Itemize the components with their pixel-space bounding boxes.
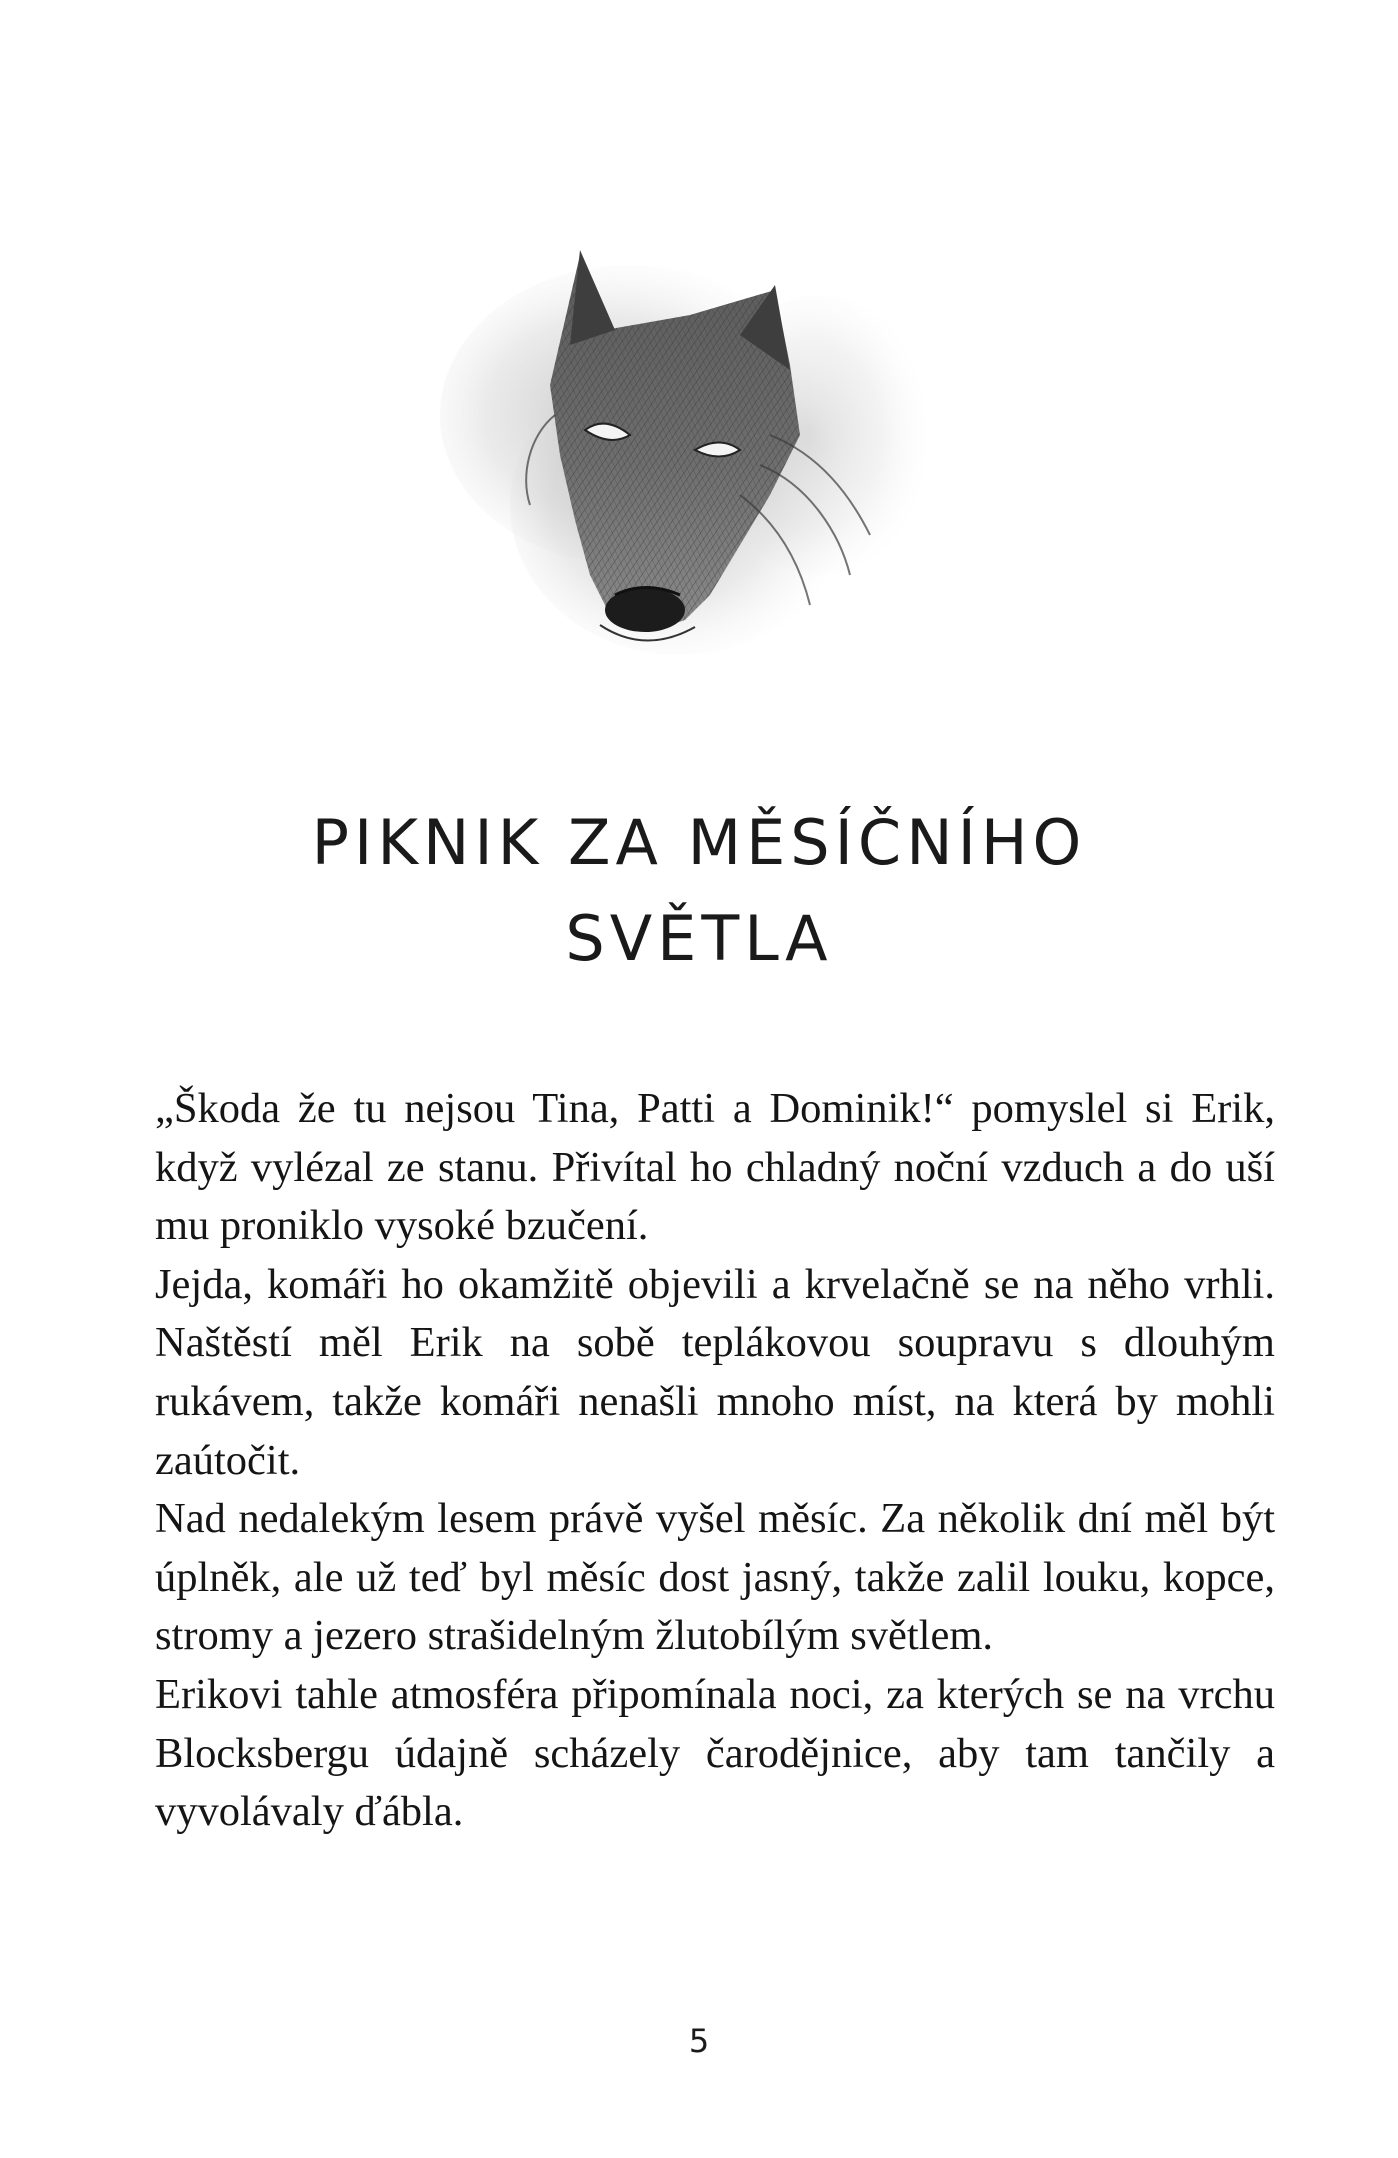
chapter-body bbox=[155, 1080, 1275, 1842]
paragraph: Jejda, komáři ho okamžitě objevili a krvelačně se na něho vrhli. Naštěstí měl Erik na sobě teplákovou soupravu s dlouhým rukávem, takže komáři nenašli mnoho míst, na která by mohli zaútočit. bbox=[155, 1260, 1275, 1484]
paragraph: „Škoda že tu nejsou Tina, Patti a Dominik!“ pomyslel si Erik, když vylézal ze stanu. Přivítal ho chladný noční vzduch a do uší mu proniklo vysoké bzučení. bbox=[155, 1085, 1275, 1250]
paragraph: Erikovi tahle atmosféra připomínala noci, za kterých se na vrchu Blocksbergu údajně scházely čarodějnice, aby tam tančily a vyvolávaly ďábla. bbox=[155, 1670, 1275, 1836]
paragraph: Nad nedalekým lesem právě vyšel měsíc. Za několik dní měl být úplněk, ale už teď byl měsíc dost jasný, takže zalil louku, kopce, stromy a jezero strašidelným žlutobílým světlem. bbox=[155, 1495, 1275, 1660]
page-number: 5 bbox=[688, 2022, 710, 2060]
chapter-title-line-1: PIKNIK ZA MĚSÍČNÍHO bbox=[311, 806, 1087, 879]
chapter-title-line-2: SVĚTLA bbox=[565, 902, 833, 975]
wolf-head-icon bbox=[440, 235, 980, 675]
